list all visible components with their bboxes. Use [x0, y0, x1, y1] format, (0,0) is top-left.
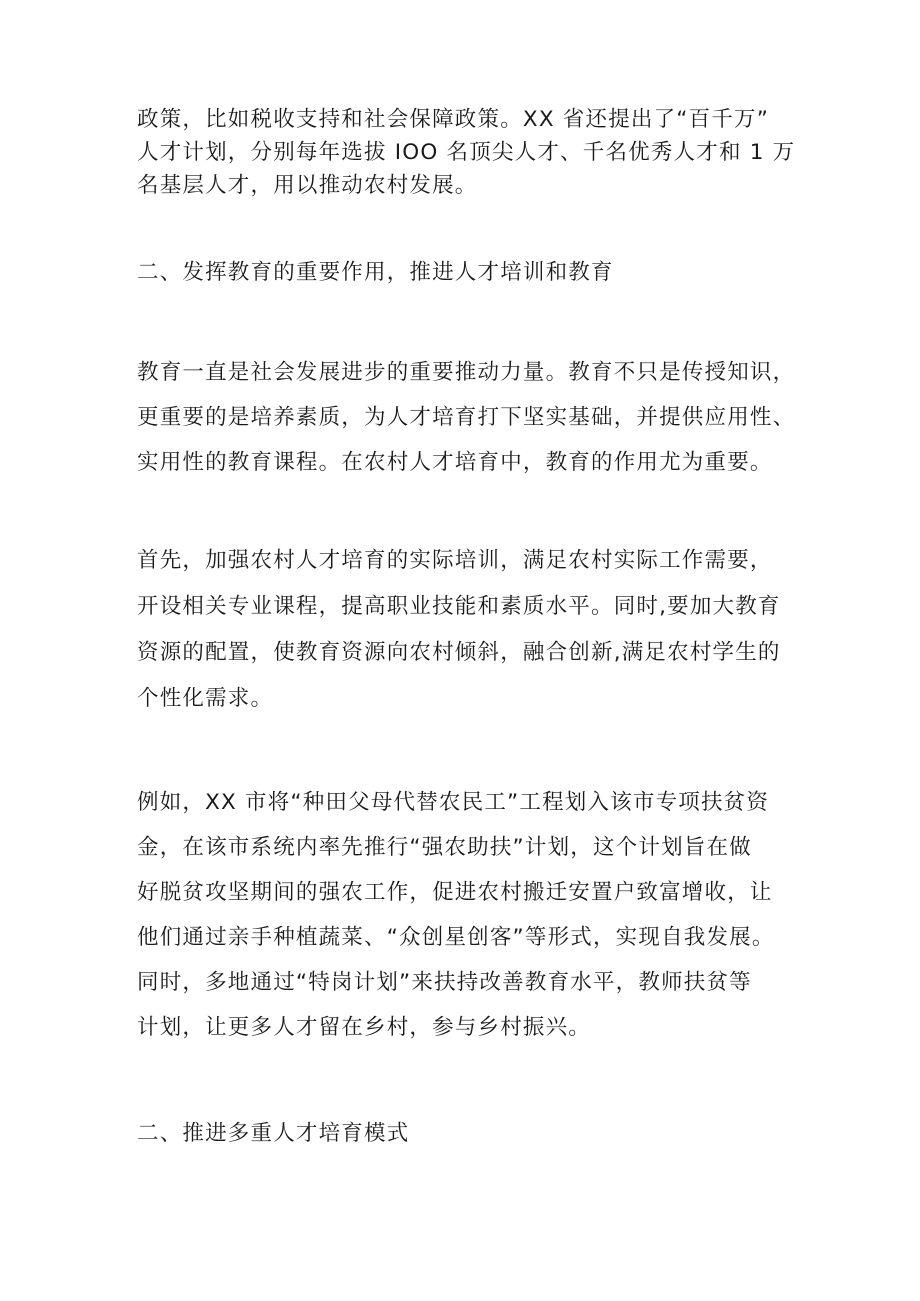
section-heading-education [137, 256, 797, 290]
paragraph-training [137, 538, 797, 722]
paragraph-policy-continuation [137, 103, 797, 202]
text-line: 教育一直是社会发展进步的重要推动力量。教育不只是传授知识， [137, 360, 796, 385]
text-line: 例如，XX 市将“种田父母代替农民工”工程划入该市专项扶贫资 [137, 790, 770, 815]
section-heading-training-models [137, 1117, 797, 1151]
text-line: 名基层人才，用以推动农村发展。 [137, 173, 478, 198]
paragraph-education-role [137, 350, 797, 485]
text-line: 人才计划，分别每年选拔 IOO 名顶尖人才、千名优秀人才和 1 万 [137, 140, 796, 165]
text-line: 计划，让更多人才留在乡村，参与乡村振兴。 [137, 1015, 592, 1040]
text-line: 实用性的教育课程。在农村人才培育中，教育的作用尤为重要。 [137, 450, 773, 475]
text-line: 政策，比如税收支持和社会保障政策。XX 省还提出了“百千万” [137, 107, 770, 132]
text-line: 同时，多地通过“特岗计划”来扶持改善教育水平，教师扶贫等 [137, 970, 752, 995]
text-line: 开设相关专业课程，提高职业技能和素质水平。同时,要加大教育 [137, 594, 781, 619]
heading-text: 二、发挥教育的重要作用，推进人才培训和教育 [137, 260, 614, 285]
heading-text: 二、推进多重人才培育模式 [137, 1121, 410, 1146]
text-line: 首先，加强农村人才培育的实际培训，满足农村实际工作需要， [137, 548, 773, 573]
text-line: 个性化需求。 [137, 686, 274, 711]
text-line: 好脱贫攻坚期间的强农工作，促进农村搬迁安置户致富增收，让 [137, 880, 773, 905]
text-line: 资源的配置，使教育资源向农村倾斜，融合创新,满足农村学生的 [137, 640, 781, 665]
text-line: 金，在该市系统内率先推行“强农助扶”计划，这个计划旨在做 [137, 835, 752, 860]
paragraph-example [137, 780, 797, 1050]
text-line: 他们通过亲手种植蔬菜、“众创星创客”等形式，实现自我发展。 [137, 925, 775, 950]
text-line: 更重要的是培养素质，为人才培育打下坚实基础，并提供应用性、 [137, 405, 796, 430]
